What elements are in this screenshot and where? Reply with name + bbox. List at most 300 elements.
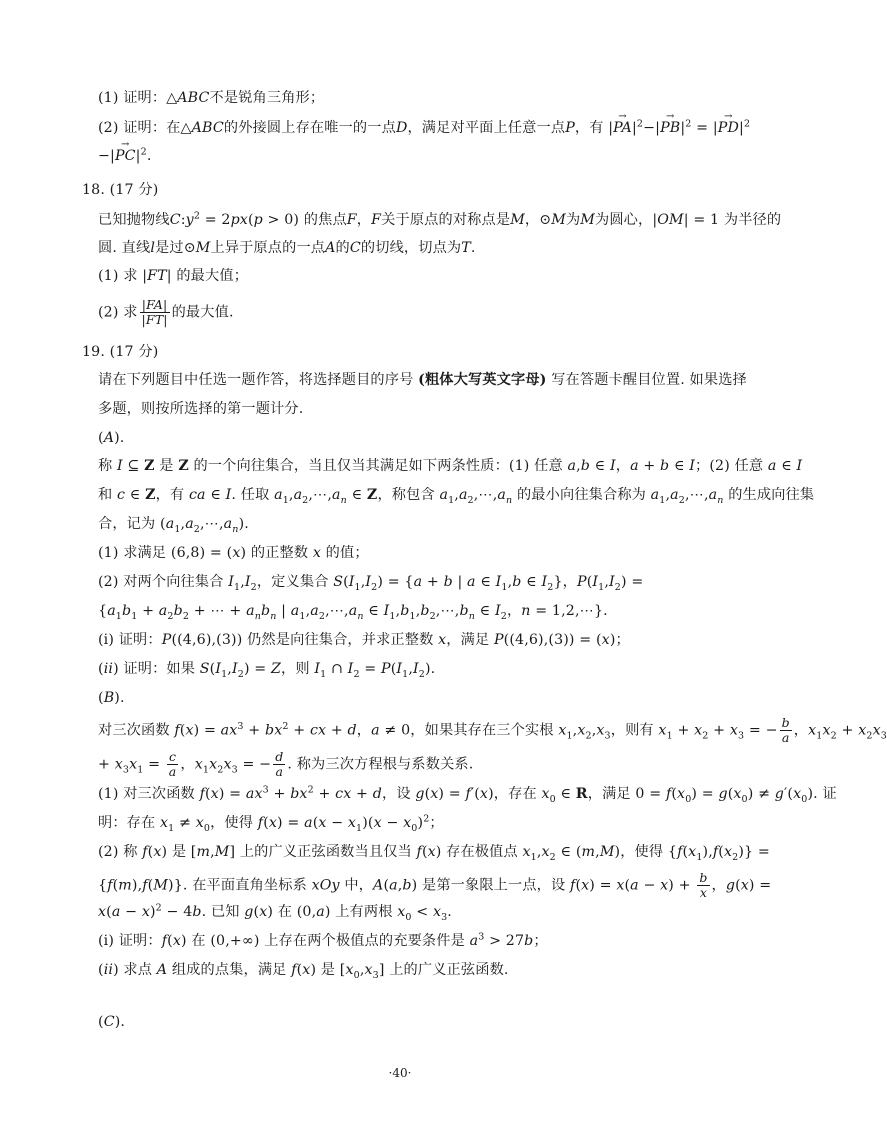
text-line [98, 813, 444, 833]
text-segment: a [158, 603, 168, 619]
text-segment: OM [657, 212, 684, 228]
text-segment: 1 [356, 822, 363, 834]
text-segment: x [616, 877, 625, 894]
text-segment: ，称包含 [377, 487, 440, 503]
text-segment: 不是锐角三角形； [209, 90, 325, 106]
text-segment: 2 [371, 581, 378, 593]
text-line [98, 784, 837, 804]
text-segment: ，定义集合 [256, 574, 334, 590]
text-segment: ∩ [326, 661, 348, 677]
text-segment: I [609, 458, 616, 474]
text-segment: b [192, 904, 202, 920]
text-segment: b [173, 603, 183, 619]
text-line [98, 238, 476, 258]
text-segment: 1 [354, 581, 361, 593]
text-segment: 为圆心，| [594, 212, 658, 228]
text-segment: { [98, 877, 108, 894]
text-segment: x [723, 844, 733, 860]
text-segment: a [767, 458, 777, 474]
text-line [98, 210, 781, 230]
text-segment: 1 [501, 581, 508, 593]
text-segment: ) = [277, 815, 305, 831]
text-segment: I [231, 661, 238, 677]
text-segment: n [340, 494, 347, 506]
text-segment: M [214, 844, 230, 860]
text-segment: A [156, 962, 168, 978]
text-segment: 2 [237, 668, 244, 680]
text-segment: ax [220, 722, 238, 739]
text-segment: (i) 证明： [98, 933, 162, 949]
text-segment: 2 [302, 494, 309, 506]
text-segment: 0 [203, 822, 211, 834]
text-segment: ( [179, 722, 186, 739]
text-segment: x [347, 815, 357, 831]
text-segment: ∈ [669, 458, 690, 474]
text-segment: a [290, 603, 300, 619]
text-segment: 2 [585, 730, 592, 742]
text-segment: ∈ [776, 458, 797, 474]
text-segment: F [346, 212, 357, 228]
text-segment: 2 [866, 730, 873, 742]
text-segment: n [717, 494, 724, 506]
text-segment: ( [735, 877, 741, 894]
text-segment: + [638, 458, 661, 474]
text-segment: 0 [549, 793, 556, 805]
text-segment: ∈ [589, 458, 610, 474]
text-segment: ,⋯, [325, 603, 349, 619]
text-segment: −| [98, 148, 115, 164]
text-segment: x [403, 815, 412, 831]
text-segment: , [415, 603, 421, 619]
text-segment: ) [149, 904, 156, 920]
text-segment: x [114, 756, 123, 773]
text-segment: ， [180, 756, 195, 773]
text-line [98, 370, 747, 390]
text-segment: ) = [438, 786, 466, 802]
fraction: $\frac{|FA|}{|FT|}$ [141, 297, 168, 327]
text-segment: 2 [429, 610, 436, 622]
text-segment: ). 证 [807, 786, 837, 802]
text-segment: ( [343, 574, 349, 590]
page-number: ·40· [388, 1066, 412, 1080]
text-segment: M [153, 877, 169, 894]
text-segment: I [228, 574, 234, 590]
text-segment: | [135, 148, 141, 164]
text-segment: , [360, 574, 366, 590]
text-segment: x [729, 722, 739, 739]
text-segment: x [223, 756, 232, 773]
text-segment: x [596, 722, 605, 739]
text-segment: 1 [221, 668, 228, 680]
text-segment: , [576, 458, 581, 474]
text-segment: ， [711, 877, 726, 894]
text-segment: 称 [98, 458, 117, 474]
text-segment: ) = [748, 877, 772, 894]
text-segment: 1 [168, 822, 175, 834]
text-segment: 18. (17 分) [82, 182, 159, 198]
text-segment: ( [296, 962, 303, 978]
text-segment: x [194, 756, 203, 773]
text-segment: ( [624, 877, 631, 894]
text-segment: ∈ [205, 487, 226, 503]
text-segment: x [364, 962, 373, 978]
text-line [98, 399, 303, 419]
text-segment: > 27 [484, 933, 525, 949]
text-segment: ) 证明：如果 [113, 661, 200, 677]
text-segment: 为 [565, 212, 581, 228]
text-segment: , [397, 877, 403, 894]
text-segment: a [650, 487, 660, 503]
text-segment: ). [114, 1014, 126, 1030]
text-segment: 圆. 直线 [98, 240, 151, 256]
text-segment: f [416, 844, 422, 860]
text-segment: ，有 [155, 487, 189, 503]
text-segment: 1 [666, 730, 673, 742]
text-segment: 合，记为 ( [98, 516, 166, 532]
text-segment: a [246, 603, 255, 619]
text-segment: 已知抛物线 [98, 212, 170, 228]
text-segment: 2 [418, 668, 425, 680]
text-segment: 的切线，切点为 [360, 240, 462, 256]
text-segment: ∈ [521, 574, 542, 590]
text-segment: a [567, 458, 577, 474]
text-segment: C [103, 1014, 115, 1030]
text-segment: ( [682, 844, 689, 860]
text-segment: + [326, 722, 348, 739]
text-segment: x [373, 815, 382, 831]
text-segment: . 已知 [201, 904, 245, 920]
text-segment: ( [147, 877, 154, 894]
text-segment: T [461, 240, 471, 256]
text-segment: 1 [816, 730, 823, 742]
text-segment: cx [335, 786, 352, 802]
text-segment: 和 [98, 487, 117, 503]
text-segment: 1 [282, 494, 289, 506]
text-segment: + [351, 786, 373, 802]
text-line [98, 146, 151, 166]
text-segment: < [411, 904, 433, 920]
text-segment: ( [98, 430, 104, 446]
text-segment: 1 [131, 610, 138, 622]
text-segment: 2 [743, 118, 751, 130]
text-segment: I [592, 574, 599, 590]
text-segment: x [318, 815, 327, 831]
text-line [98, 428, 124, 448]
text-segment: ≠ 0，如果其存在三个实根 [379, 722, 559, 739]
text-segment: x [658, 722, 667, 739]
text-segment: I [413, 661, 419, 677]
text-segment: ( [671, 786, 678, 802]
text-segment: 是 [154, 458, 179, 474]
text-segment: ( [147, 844, 154, 860]
text-segment: ), [702, 844, 713, 860]
text-segment: ) = [243, 661, 271, 677]
text-segment: P [565, 120, 575, 136]
text-segment: Z [178, 458, 189, 474]
text-segment: F [371, 212, 382, 228]
text-segment: 2 [217, 764, 224, 776]
text-segment: n [521, 603, 531, 619]
text-segment: , [180, 516, 186, 532]
text-segment: a [293, 487, 303, 503]
text-segment: + [313, 786, 336, 802]
vector: → PD [718, 118, 739, 138]
text-segment: n [270, 610, 277, 622]
text-segment: b [524, 933, 534, 949]
text-segment: ( [312, 815, 319, 831]
text-segment: ， [615, 458, 631, 474]
text-segment: 0 [411, 822, 418, 834]
text-segment: 3 [738, 730, 745, 742]
text-segment: 2 [614, 581, 621, 593]
text-segment: m [581, 844, 596, 860]
text-segment: ] 上的广义正弦函数当且仅当 [229, 844, 417, 860]
text-segment: 1 [696, 851, 703, 863]
text-segment: d [347, 722, 357, 739]
text-segment: g [718, 786, 728, 802]
text-segment: ， [356, 722, 372, 739]
text-segment: | [276, 603, 291, 619]
text-segment: 2 [685, 118, 692, 130]
text-segment: − [638, 877, 661, 894]
text-segment: 3 [122, 764, 130, 776]
text-segment: n [468, 610, 475, 622]
text-segment: . 任取 [231, 487, 275, 503]
text-segment: bx [264, 722, 283, 739]
text-segment: −| [643, 120, 661, 136]
text-segment: + [98, 756, 115, 773]
text-segment: 2 [155, 902, 162, 914]
text-segment: ( [421, 844, 428, 860]
text-segment: | = 1 为半径的 [683, 212, 782, 228]
text-segment: ). [425, 661, 436, 677]
text-segment: x [872, 722, 881, 739]
text-segment: Z [145, 487, 156, 503]
text-segment: S [333, 574, 344, 590]
text-segment: ， [356, 212, 372, 228]
text-segment: 1 [448, 494, 455, 506]
text-segment: ( [586, 574, 593, 590]
text-segment: 0 [405, 911, 412, 923]
fraction: $\frac{d}{a}$ [275, 749, 284, 779]
text-segment: ). [238, 516, 249, 532]
text-segment: 的外接圆上存在唯一的一点 [223, 120, 396, 136]
text-segment: ( [204, 786, 211, 802]
text-segment: ，满足 [446, 632, 494, 648]
text-segment: x [268, 815, 278, 831]
text-segment: 2 [702, 730, 709, 742]
text-segment: ( [575, 877, 582, 894]
text-segment: (1) 证明：△ [98, 90, 178, 106]
text-segment: ,⋯, [473, 487, 498, 503]
text-segment: a [304, 815, 313, 831]
text-segment: 2 [500, 610, 507, 622]
text-segment: a [708, 487, 718, 503]
text-segment: ,⋯, [200, 516, 224, 532]
text-segment: a [310, 603, 319, 619]
text-segment: . [146, 148, 152, 164]
text-segment: (1) 求满足 (6,8) = ( [98, 545, 233, 561]
text-segment: n [357, 610, 364, 622]
text-segment: = [143, 756, 165, 773]
text-segment: a [185, 516, 194, 532]
text-segment: 1 [402, 668, 409, 680]
text-segment: b [261, 603, 271, 619]
text-segment: | [631, 120, 637, 136]
text-segment: a [316, 904, 325, 920]
text-segment: 的最小向往集合称为 [512, 487, 651, 503]
text-segment: , [240, 574, 245, 590]
text-segment: f [712, 844, 719, 860]
text-line [98, 118, 750, 138]
text-segment: ≠ [174, 815, 196, 831]
text-segment: ∈ ( [555, 844, 582, 860]
text-line [98, 688, 125, 708]
text-segment: f [142, 844, 148, 860]
text-segment: M [580, 212, 595, 228]
text-segment: x [432, 904, 442, 920]
text-segment: I [365, 574, 372, 590]
text-line [98, 750, 473, 779]
text-segment: x [808, 722, 817, 739]
text-line [98, 572, 643, 592]
text-segment: ′( [470, 786, 480, 802]
text-segment: 2 [307, 784, 314, 796]
text-segment: ；(2) 任意 [695, 458, 768, 474]
text-segment: x [438, 632, 447, 648]
text-line [98, 543, 369, 563]
text-segment: + [422, 574, 444, 590]
text-segment: 1 [598, 581, 605, 593]
text-segment: x [694, 722, 703, 739]
text-segment: − [326, 815, 348, 831]
text-segment: 1 [320, 668, 327, 680]
text-segment: I [244, 574, 251, 590]
text-segment: , [665, 487, 671, 503]
text-segment: a [458, 487, 468, 503]
vector: → PC [115, 146, 136, 166]
text-segment: ,⋯, [684, 487, 709, 503]
text-segment: x [430, 786, 439, 802]
text-segment: ABC [177, 90, 210, 106]
text-segment: a [630, 458, 639, 474]
text-segment: ，设 [381, 786, 416, 802]
text-segment: f [107, 877, 113, 894]
text-segment: a [332, 487, 341, 503]
text-segment: )，存在 [488, 786, 542, 802]
text-segment: ( [112, 877, 119, 894]
text-segment: a [348, 603, 358, 619]
text-segment: I [494, 603, 501, 619]
text-segment: f [291, 962, 297, 978]
text-segment: a [467, 574, 476, 590]
text-segment: > 0) 的焦点 [262, 212, 347, 228]
text-segment: b [420, 603, 430, 619]
text-segment: ) = { [377, 574, 414, 590]
text-segment: 2 [193, 523, 200, 535]
text-segment: ( [98, 962, 104, 978]
text-segment: )( [362, 815, 374, 831]
text-segment: b [459, 603, 469, 619]
text-segment: − [381, 815, 404, 831]
text-segment: ) 在 (0, [267, 904, 317, 920]
text-segment: 2 [140, 146, 147, 158]
text-segment: ((4,6),(3)) 仍然是向往集合，并求正整数 [171, 632, 439, 648]
text-segment: ( [247, 212, 254, 228]
text-segment: f [465, 786, 471, 802]
text-segment: )； [609, 632, 630, 648]
text-segment: ( [718, 844, 724, 860]
text-segment: (2) 称 [98, 844, 143, 860]
text-segment: Z [270, 661, 281, 677]
text-segment: 1 [530, 851, 537, 863]
text-segment: ∈ [555, 786, 576, 802]
text-segment: I [347, 661, 354, 677]
text-segment: 中， [339, 877, 374, 894]
text-segment: I [689, 458, 696, 474]
text-segment: x [427, 844, 436, 860]
text-segment: M [510, 212, 525, 228]
text-segment: x [141, 904, 150, 920]
text-segment: A [373, 877, 384, 894]
text-segment: C [349, 240, 361, 256]
text-segment: x [98, 904, 107, 920]
text-segment: I [796, 458, 803, 474]
text-segment: 的最大值. [171, 304, 234, 321]
text-segment: 3 [237, 720, 244, 732]
text-segment: a [469, 933, 479, 949]
text-segment: 1 [299, 610, 306, 622]
text-line [98, 931, 548, 951]
text-segment: 2 [318, 610, 326, 622]
text-segment: x [129, 756, 138, 773]
text-segment: ca [188, 487, 206, 503]
text-segment: )} = [738, 844, 770, 860]
text-segment: 1 [202, 764, 210, 776]
text-segment: f [161, 933, 168, 949]
text-segment: ,⋯, [435, 603, 460, 619]
text-segment: a [223, 516, 233, 532]
text-line [98, 266, 248, 286]
text-segment: x [479, 786, 489, 802]
text-segment: a [111, 904, 121, 920]
text-segment: C [169, 212, 181, 228]
text-segment: x [302, 962, 311, 978]
text-segment: , [227, 661, 232, 677]
text-segment: I [215, 661, 222, 677]
text-segment: x [172, 933, 181, 949]
text-segment: = | [691, 120, 718, 136]
text-segment: a [413, 574, 423, 590]
text-segment: ( [253, 904, 260, 920]
text-segment: . 称为三次方程根与系数关系. [287, 756, 474, 773]
text-line [98, 88, 324, 108]
text-segment: 2 [353, 668, 360, 680]
text-segment: x [577, 722, 586, 739]
text-segment: ) 上有两根 [324, 904, 398, 920]
text-segment: FT [147, 268, 167, 284]
text-segment: f [199, 786, 205, 802]
text-segment: x [858, 722, 867, 739]
text-segment: 2 [732, 851, 739, 863]
text-segment: 1 [174, 523, 181, 535]
text-segment: | [452, 574, 468, 590]
text-segment: 0 [353, 969, 360, 981]
text-segment: (1) 求 | [98, 268, 148, 284]
text-segment: ，有 | [574, 120, 614, 136]
text-line [98, 659, 435, 679]
text-segment: R [575, 786, 588, 802]
